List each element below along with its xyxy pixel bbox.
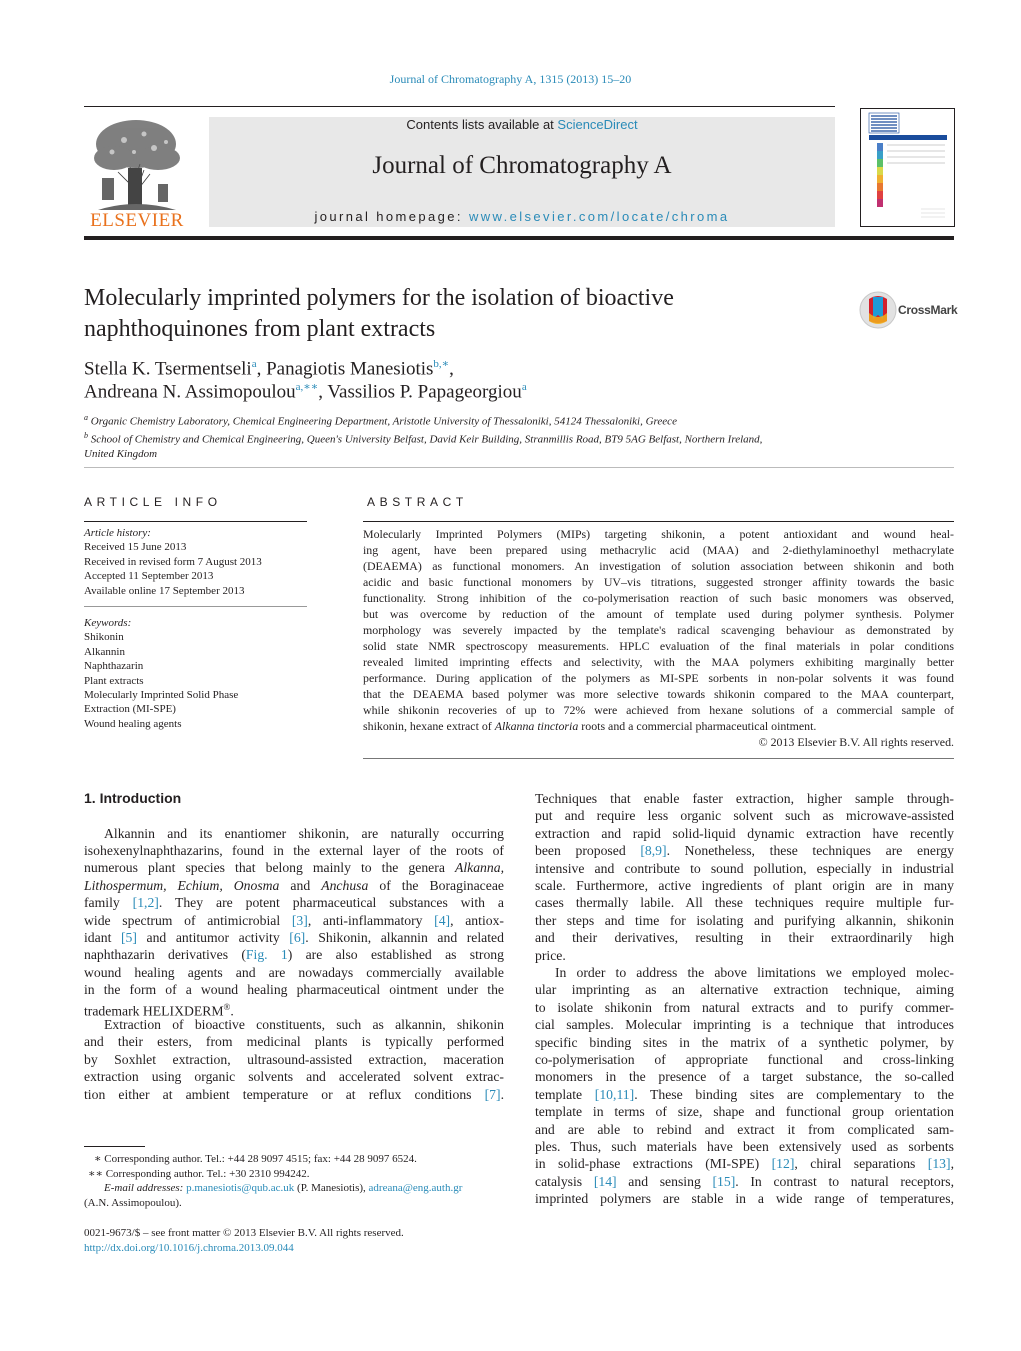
body-text: scale. Furthermore, active ingredients of plant origin are in many — [535, 878, 954, 893]
doi-link[interactable]: http://dx.doi.org/10.1016/j.chroma.2013.09.044 — [84, 1241, 294, 1254]
header-bottom-rule — [84, 236, 954, 240]
abstract-line: morphology was severely impacted by the template's radical scavenging behaviour as demonstrated by — [363, 623, 954, 637]
body-text: , — [950, 1156, 954, 1172]
title-line: Molecularly imprinted polymers for the isolation of bioactive — [84, 285, 674, 311]
body-line — [84, 859, 504, 876]
body-text: ) are also established as strong — [287, 947, 504, 963]
body-line — [535, 1121, 954, 1138]
body-line — [535, 894, 954, 911]
journal-name: Journal of Chromatography A — [372, 152, 672, 179]
body-text: . They are potent pharmaceutical substances with a — [158, 895, 504, 911]
body-text: cases thermally labile. All these techniques require multiple fur- — [535, 895, 954, 911]
body-line — [84, 981, 504, 998]
body-text: ther steps and time for isolating and purifying alkannin, shikonin — [535, 912, 954, 928]
body-text: trademark HELIXDERM — [84, 1003, 224, 1019]
body-text: price. — [535, 947, 566, 963]
footnote-emails — [84, 1181, 514, 1196]
body-text: ples. Thus, such materials have been extensively used as sorbents — [535, 1139, 954, 1154]
author-affil-mark[interactable]: a — [521, 381, 527, 393]
homepage-link[interactable]: www.elsevier.com/locate/chroma — [468, 209, 730, 224]
body-text: imprinted polymers are stable in a wide range of temperatures, — [535, 1191, 954, 1207]
body-text: template — [535, 1086, 595, 1102]
citation-link[interactable]: [14] — [593, 1173, 617, 1189]
citation-link[interactable]: Fig. 1 — [245, 947, 288, 963]
body-line — [84, 964, 504, 981]
keywords-label: Keywords: — [84, 617, 132, 629]
author-name[interactable]: Panagiotis Manesiotis — [266, 358, 434, 380]
species-name: Anchusa — [321, 877, 369, 893]
citation-link[interactable]: [1,2] — [132, 895, 159, 911]
body-line — [535, 790, 954, 807]
body-text: in the form of a wound healing pharmaceutical ointment under the — [84, 982, 504, 998]
body-line — [535, 1016, 954, 1033]
citation-link[interactable]: [4] — [434, 912, 451, 928]
citation-link[interactable]: [3] — [291, 912, 308, 928]
affiliation-text: School of Chemistry and Chemical Engineering, Queen's University Belfast, David Keir Building, Stranmillis Road, BT9 5AG Belfast, Northern Ireland, — [90, 433, 763, 446]
email-label: E-mail addresses: — [104, 1182, 184, 1194]
citation-link[interactable]: [13] — [927, 1156, 951, 1172]
species-name: Alkanna tinctoria — [494, 719, 579, 733]
author-separator: , — [318, 381, 328, 403]
body-line — [535, 1086, 954, 1103]
body-text: wide spectrum of antimicrobial — [84, 912, 292, 928]
citation-link[interactable]: [6] — [289, 929, 306, 945]
keyword: Molecularly Imprinted Solid Phase — [84, 689, 239, 702]
crossmark-icon — [859, 291, 897, 329]
keyword: Wound healing agents — [84, 717, 182, 730]
body-text: family — [84, 895, 133, 911]
body-line — [84, 912, 504, 929]
body-text: and sensing — [616, 1173, 713, 1189]
body-line — [535, 1051, 954, 1068]
affiliation-text: Organic Chemistry Laboratory, Chemical Engineering Department, Aristotle University of Thessaloniki, 54124 Thessaloniki, Greece — [90, 415, 677, 428]
sciencedirect-link[interactable]: ScienceDirect — [557, 117, 638, 132]
body-text: cial samples. Molecular imprinting is a technique that introduces — [535, 1017, 954, 1033]
abstract-heading: ABSTRACT — [367, 495, 468, 509]
body-text: catalysis — [535, 1173, 594, 1189]
citation-link[interactable]: [8,9] — [640, 843, 667, 859]
abstract-text: roots and a commercial pharmaceutical ointment. — [578, 719, 817, 733]
body-text: template in terms of size, shape and functional group orientation — [535, 1104, 954, 1120]
body-text: . Shikonin, alkannin and related — [305, 929, 504, 945]
body-text: . Nonetheless, these techniques are energy — [666, 843, 954, 859]
body-text: . In contrast to natural receptors, — [735, 1173, 955, 1189]
body-text: . — [500, 1086, 504, 1102]
keyword: Plant extracts — [84, 674, 144, 687]
homepage-prefix: journal homepage: — [314, 209, 469, 224]
contents-prefix: Contents lists available at — [406, 117, 558, 132]
elsevier-logo — [84, 112, 190, 230]
body-text: , antiox- — [450, 912, 504, 928]
body-line — [535, 1138, 954, 1155]
abstract-line: (DEAEMA) as functional monomers. An investigation of solution association between shikonin and both — [363, 559, 954, 573]
affiliations — [84, 411, 954, 462]
body-line — [535, 1103, 954, 1120]
body-text: Techniques that enable faster extraction, higher sample through- — [535, 791, 954, 806]
body-text: ular imprinting as an alternative extraction technique, aiming — [535, 982, 954, 998]
abstract-body — [363, 526, 954, 734]
journal-cover-icon — [861, 109, 954, 226]
body-line — [84, 1051, 504, 1068]
body-text: idant — [84, 929, 121, 945]
abstract-bottom-rule — [363, 758, 954, 759]
email-link[interactable]: p.manesiotis@qub.ac.uk — [186, 1182, 295, 1194]
body-text: tion either at ambient temperature or at reflux conditions — [84, 1086, 485, 1102]
author-affil-mark[interactable]: b,∗ — [433, 358, 450, 370]
body-text: by Soxhlet extraction, ultrasound-assisted extraction, maceration — [84, 1051, 504, 1067]
article-info-heading: ARTICLE INFO — [84, 495, 222, 509]
citation-link[interactable]: [15] — [712, 1173, 736, 1189]
body-line — [535, 1155, 954, 1172]
body-line — [535, 1068, 954, 1085]
author-line — [84, 380, 527, 403]
body-text: monomers in the presence of a target substance, the so-called — [535, 1069, 954, 1085]
body-line — [535, 842, 954, 859]
issn-line: 0021-9673/$ – see front matter © 2013 Elsevier B.V. All rights reserved. — [84, 1227, 404, 1239]
body-line — [535, 999, 954, 1016]
body-text: Alkannin and its enantiomer shikonin, are naturally occurring — [104, 825, 504, 841]
body-line — [535, 912, 954, 929]
body-line — [535, 947, 954, 964]
keyword: Extraction (MI-SPE) — [84, 703, 176, 716]
body-text: intensive and contribute to sound pollution, especially in industrial — [535, 860, 954, 876]
body-text: of the Boraginaceae — [368, 877, 504, 893]
email-owner-line: (A.N. Assimopoulou). — [84, 1196, 182, 1209]
abstract-line: but was overcome by reduction of the amount of template used during polymer synthesis. Polymer — [363, 607, 954, 621]
abstract-text: shikonin, hexane extract of — [363, 719, 495, 733]
body-line — [535, 981, 954, 998]
affiliation — [84, 447, 954, 462]
history-item: Available online 17 September 2013 — [84, 584, 245, 597]
body-text: , anti-inflammatory — [307, 912, 435, 928]
body-line — [84, 946, 504, 963]
body-text: In order to address the above limitations we employed molec- — [555, 965, 954, 980]
abstract-copyright: © 2013 Elsevier B.V. All rights reserved. — [758, 735, 954, 749]
author-name[interactable]: Andreana N. Assimopoulou — [84, 381, 296, 403]
history-item: Received in revised form 7 August 2013 — [84, 555, 262, 568]
author-affil-mark[interactable]: a — [251, 358, 257, 370]
abstract-line: revealed limited imprinting effects and selectivity, with the MAA polymers exhibiting marginally better — [363, 655, 954, 669]
affiliation — [84, 429, 954, 447]
body-line — [84, 1068, 504, 1085]
abstract-line: Molecularly Imprinted Polymers (MIPs) targeting shikonin, a potent antioxidant and wound heal- — [363, 527, 954, 541]
citation-link[interactable]: [5] — [120, 929, 137, 945]
body-text: and their derivatives, resulting in their extraordinarily high — [535, 930, 954, 946]
abstract-rule — [363, 521, 954, 522]
abstract-line: solid state NMR spectroscopy measurements. HPLC evaluation of the final materials in polar conditions — [363, 639, 954, 653]
body-text: extraction and rapid solid-liquid dynamic extraction have recently — [535, 825, 954, 841]
title-line: naphthoquinones from plant extracts — [84, 316, 436, 342]
body-line — [535, 1173, 954, 1190]
body-text: , chiral separations — [794, 1156, 928, 1172]
journal-cover-thumbnail[interactable] — [860, 108, 955, 227]
species-name: Alkanna, — [454, 860, 504, 876]
author-separator: , — [449, 358, 454, 380]
body-text: to isolate shikonin from natural extracts and to purify commer- — [535, 999, 954, 1015]
body-text: and their esters, from medicinal plants is typically performed — [84, 1034, 504, 1050]
body-text: put and require less organic solvent such as microwave-assisted — [535, 808, 954, 824]
history-item: Received 15 June 2013 — [84, 541, 187, 554]
body-line — [535, 825, 954, 842]
history-item: Accepted 11 September 2013 — [84, 570, 214, 583]
abstract-line: performance. During application of the polymers as MI-SPE sorbents in non-polar solvents it was found — [363, 671, 954, 685]
crossmark-badge[interactable] — [859, 290, 959, 330]
body-text: . These binding sites are complementary to the — [634, 1086, 954, 1102]
author-affil-mark[interactable]: a,∗∗ — [295, 381, 319, 393]
body-text: and antitumor activity — [136, 929, 290, 945]
body-line — [104, 825, 504, 842]
footnote-corr1: ∗ Corresponding author. Tel.: +44 28 9097 4515; fax: +44 28 9097 6524. — [94, 1153, 417, 1165]
keyword: Shikonin — [84, 631, 124, 644]
history-label: Article history: — [84, 527, 151, 539]
email-owner: (P. Manesiotis), — [294, 1182, 369, 1194]
abstract-line: ing agent, have been prepared using methacrylic acid (MAA) and 2-diethylaminoethyl methacrylate — [363, 543, 954, 557]
article-info-rule — [84, 521, 307, 522]
author-name[interactable]: Stella K. Tsermentseli — [84, 358, 252, 380]
abstract-line: that the DEAEMA based polymer was more selective towards shikonin compared to the MAA counterpart, — [363, 687, 954, 701]
citation-link[interactable]: [10,11] — [594, 1086, 635, 1102]
registered-mark: ® — [223, 1001, 231, 1012]
citation-link[interactable]: [12] — [771, 1156, 795, 1172]
footnote-corr2: ∗∗ Corresponding author. Tel.: +30 2310 994242. — [88, 1167, 310, 1180]
abstract-line: functionality. Strong inhibition of the co-polymerisation reaction of such basic monomers was observed, — [363, 591, 954, 605]
body-line — [555, 964, 954, 981]
keyword: Naphthazarin — [84, 660, 144, 673]
body-line — [84, 1086, 504, 1103]
keywords — [84, 616, 314, 731]
affiliation-mark: b — [84, 431, 88, 441]
body-text: extraction using organic solvents and accelerated solvent extrac- — [84, 1069, 504, 1085]
species-name: Lithospermum, Echium, Onosma — [84, 877, 280, 893]
affiliation — [84, 411, 954, 429]
body-text: in solid-phase extractions (MI-SPE) — [535, 1156, 772, 1172]
author-separator: , — [256, 358, 267, 380]
email-link[interactable]: adreana@eng.auth.gr — [368, 1182, 463, 1194]
body-text: numerous plant species that belong mainly to the genera — [84, 860, 455, 876]
keywords-rule — [84, 606, 307, 607]
body-text: . — [230, 1003, 234, 1019]
body-text: been proposed — [535, 843, 641, 859]
body-line — [535, 1190, 954, 1207]
affiliation-text: United Kingdom — [84, 448, 158, 461]
body-line — [535, 807, 954, 824]
body-text: specific binding sites in the matrix of a synthetic polymer, by — [535, 1034, 954, 1050]
author-name[interactable]: Vassilios P. Papageorgiou — [327, 381, 522, 403]
intro-heading: 1. Introduction — [84, 790, 182, 806]
body-text: Extraction of bioactive constituents, such as alkannin, shikonin — [104, 1016, 504, 1032]
front-matter — [84, 1226, 514, 1255]
article-title — [84, 283, 824, 345]
body-line — [104, 1016, 504, 1033]
body-line — [84, 1033, 504, 1050]
affiliation-mark: a — [84, 413, 88, 422]
body-line — [84, 842, 504, 859]
article-history — [84, 526, 314, 598]
footnotes — [84, 1152, 514, 1210]
keyword: Alkannin — [84, 645, 125, 658]
footnote-rule — [84, 1146, 145, 1147]
homepage-line — [209, 209, 835, 224]
citation-link[interactable]: [7] — [484, 1086, 501, 1102]
body-line — [84, 929, 504, 946]
header-top-rule — [84, 106, 835, 107]
section-separator — [84, 467, 954, 468]
body-text: and are able to rebind and extract it from complicated sam- — [535, 1121, 954, 1137]
journal-reference[interactable]: Journal of Chromatography A, 1315 (2013) 15–20 — [389, 72, 632, 86]
abstract-line — [363, 718, 954, 734]
contents-line — [209, 117, 835, 132]
body-line — [535, 860, 954, 877]
body-line — [84, 894, 504, 911]
abstract-line: acidic and basic functional monomers by UV–vis titrations, suggested stronger affinity towards the basic — [363, 575, 954, 589]
body-text: wound healing agents and are nowadays commercially available — [84, 964, 504, 980]
body-text: co-polymerisation of appropriate functional and cross-linking — [535, 1052, 954, 1067]
body-text: isohexenylnaphthazarins, found in the external layer of the roots of — [84, 842, 504, 858]
elsevier-wordmark: ELSEVIER — [90, 210, 184, 231]
body-line — [535, 1034, 954, 1051]
author-line — [84, 357, 454, 380]
body-line — [84, 999, 504, 1019]
crossmark-label: CrossMark — [898, 303, 958, 317]
body-text: naphthazarin derivatives ( — [84, 947, 246, 963]
body-line — [535, 877, 954, 894]
body-line — [84, 877, 504, 894]
body-line — [535, 929, 954, 946]
abstract-line: while shikonin recoveries of up to 72% were achieved from hexane solutions of a commercial sample of — [363, 703, 954, 717]
body-text: and — [279, 877, 322, 893]
